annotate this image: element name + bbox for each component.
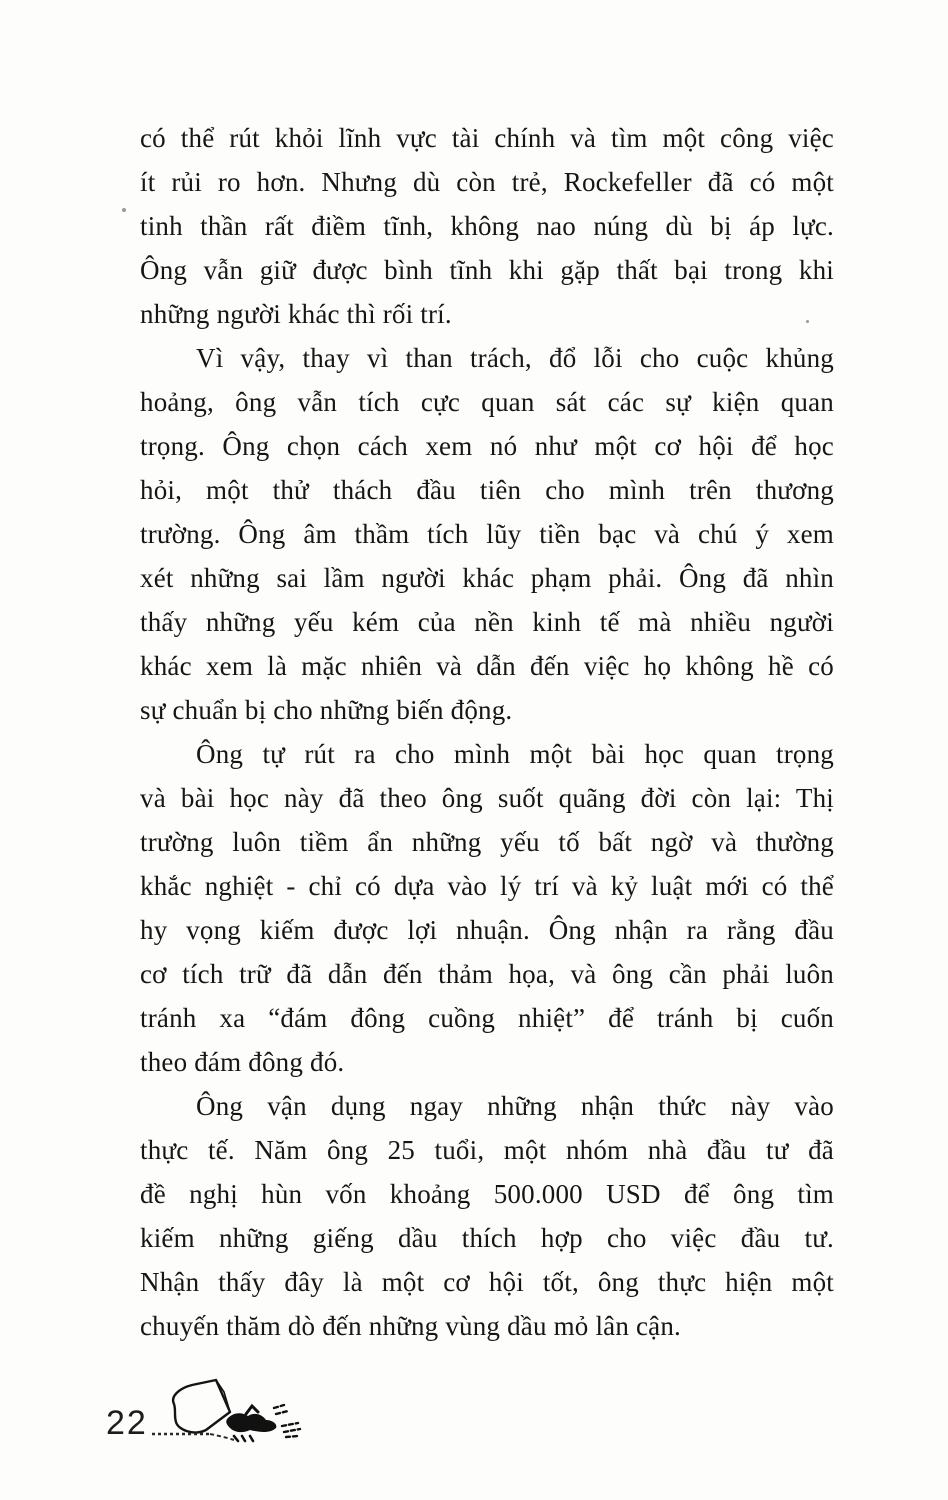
scan-artifact	[806, 320, 809, 323]
text-line: và bài học này đã theo ông suốt quãng đời còn lại: Thị	[140, 783, 834, 813]
text-line: Ông vẫn giữ được bình tĩnh khi gặp thất bại trong khi	[140, 255, 834, 285]
text-line: trường. Ông âm thầm tích lũy tiền bạc và chú ý xem	[140, 519, 834, 549]
text-line: trường luôn tiềm ẩn những yếu tố bất ngờ và thường	[140, 827, 834, 857]
paragraph	[140, 732, 834, 1084]
text-line: hy vọng kiếm được lợi nhuận. Ông nhận ra rằng đầu	[140, 915, 834, 945]
paragraph	[140, 336, 834, 732]
text-line: ít rủi ro hơn. Nhưng dù còn trẻ, Rockefeller đã có một	[140, 167, 834, 197]
text-line: Ông tự rút ra cho mình một bài học quan trọng	[196, 739, 834, 769]
text-line: hỏi, một thử thách đầu tiên cho mình trên thương	[140, 475, 834, 505]
text-line: theo đám đông đó.	[140, 1047, 345, 1077]
text-line: sự chuẩn bị cho những biến động.	[140, 695, 513, 725]
text-line: thực tế. Năm ông 25 tuổi, một nhóm nhà đầu tư đã	[140, 1135, 834, 1165]
text-line: trọng. Ông chọn cách xem nó như một cơ hội để học	[140, 431, 834, 461]
paragraph	[140, 1084, 834, 1348]
text-line: hoảng, ông vẫn tích cực quan sát các sự kiện quan	[140, 387, 834, 417]
text-line: những người khác thì rối trí.	[140, 299, 452, 329]
page-footer	[106, 1378, 310, 1450]
text-line: khác xem là mặc nhiên và dẫn đến việc họ không hề có	[140, 651, 834, 681]
text-line: xét những sai lầm người khác phạm phải. Ông đã nhìn	[140, 563, 834, 593]
text-line: Nhận thấy đây là một cơ hội tốt, ông thực hiện một	[140, 1267, 834, 1297]
ink-doodle-icon	[150, 1378, 310, 1450]
page-number: 22	[106, 1404, 148, 1442]
page-text	[140, 116, 834, 1348]
text-line: Ông vận dụng ngay những nhận thức này vào	[196, 1091, 834, 1121]
text-line: tinh thần rất điềm tĩnh, không nao núng dù bị áp lực.	[140, 211, 834, 241]
text-line: có thể rút khỏi lĩnh vực tài chính và tìm một công việc	[140, 123, 834, 153]
text-line: khắc nghiệt - chỉ có dựa vào lý trí và kỷ luật mới có thể	[140, 871, 834, 901]
text-line: thấy những yếu kém của nền kinh tế mà nhiều người	[140, 607, 834, 637]
text-line: Vì vậy, thay vì than trách, đổ lỗi cho cuộc khủng	[196, 343, 834, 373]
paragraph	[140, 116, 834, 336]
text-line: tránh xa “đám đông cuồng nhiệt” để tránh bị cuốn	[140, 1003, 834, 1033]
text-line: chuyến thăm dò đến những vùng dầu mỏ lân cận.	[140, 1311, 682, 1341]
text-line: đề nghị hùn vốn khoảng 500.000 USD để ông tìm	[140, 1179, 834, 1209]
scan-artifact	[122, 208, 126, 212]
text-line: kiếm những giếng dầu thích hợp cho việc đầu tư.	[140, 1223, 834, 1253]
text-line: cơ tích trữ đã dẫn đến thảm họa, và ông cần phải luôn	[140, 959, 834, 989]
